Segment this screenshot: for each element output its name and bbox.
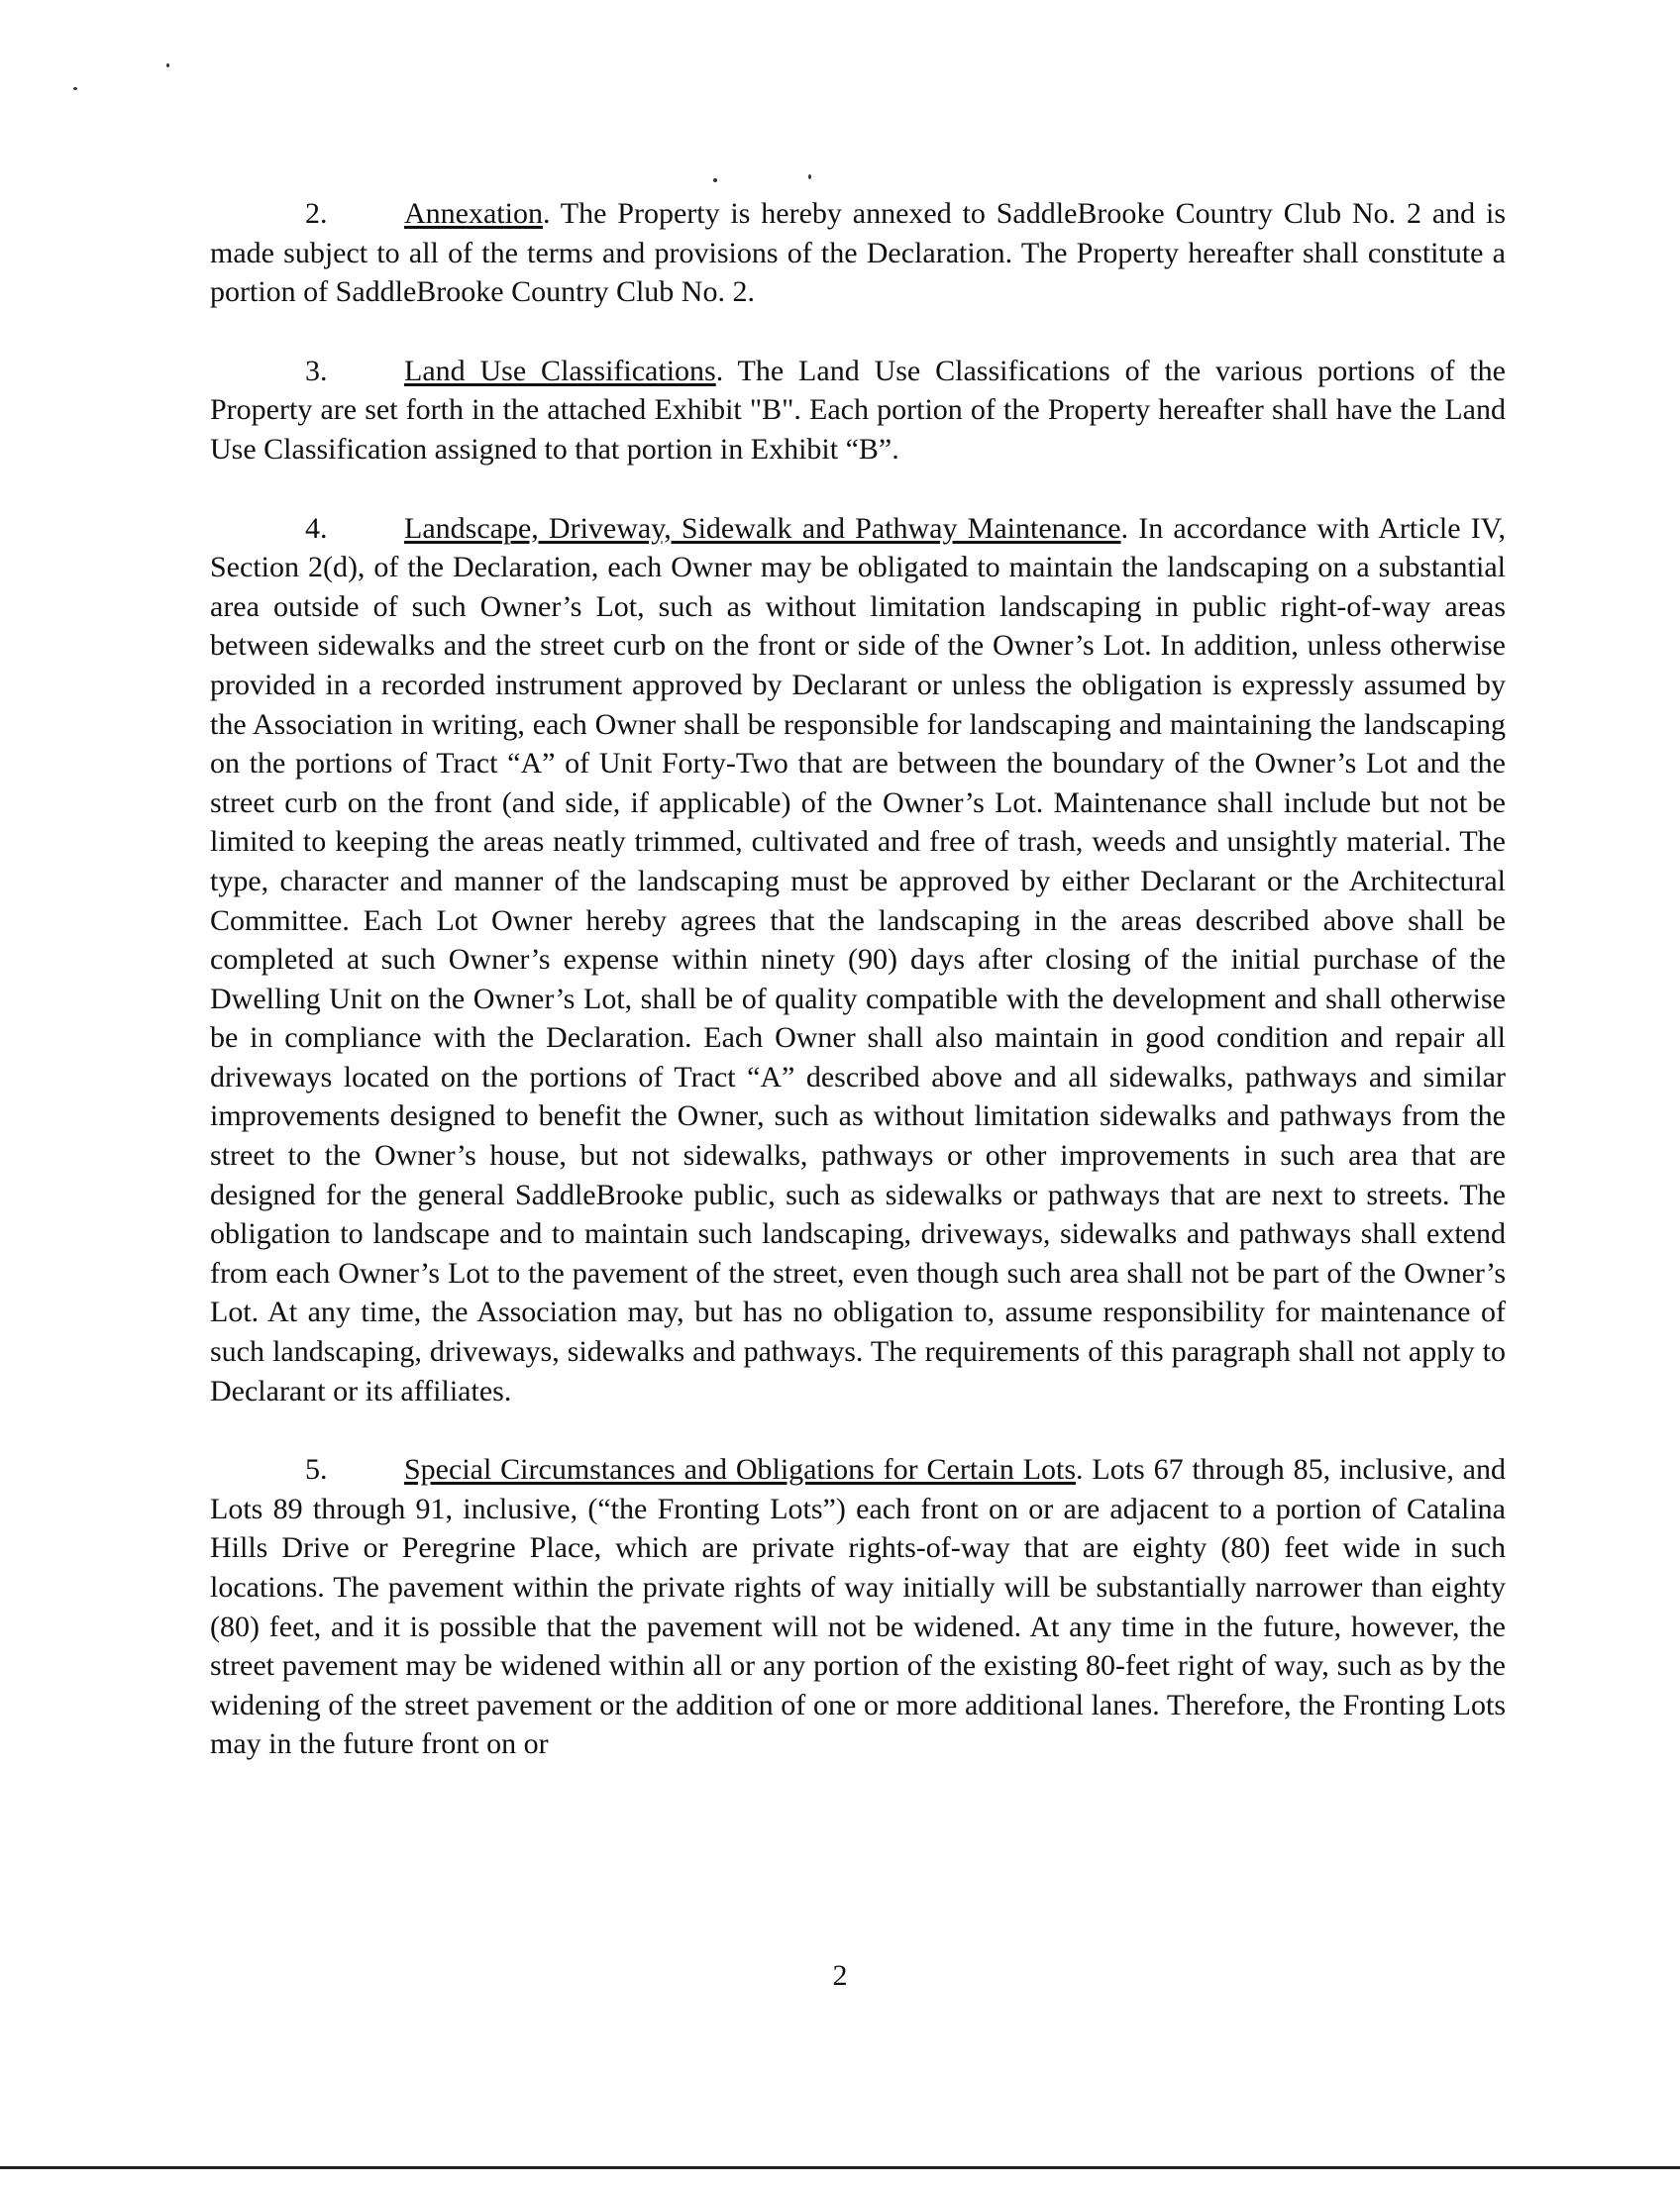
paragraph-heading: Landscape, Driveway, Sidewalk and Pathway Maintenance <box>404 511 1121 545</box>
paragraph-heading: Special Circumstances and Obligations for Certain Lots <box>404 1453 1077 1487</box>
scan-speck <box>166 63 169 67</box>
scan-speck <box>73 87 77 90</box>
paragraph-text: . The Property is hereby annexed to SaddleBrooke Country Club No. 2 and is made subject to all of the terms and provisions of the Declaration. The Property hereafter shall constitute a portion of SaddleBrooke Country Club No. 2. <box>210 197 1506 309</box>
scan-speck <box>713 178 717 182</box>
paragraph-number: 3. <box>305 354 328 387</box>
paragraph-text: . The Land Use Classifications of the various portions of the Property are set forth in the attached Exhibit "B". Each portion of the Property hereafter shall have the Land Use Classification assigned to that portion in Exhibit “B”. <box>210 354 1506 466</box>
paragraph-number: 2. <box>305 197 328 230</box>
paragraph-land-use <box>210 352 1506 469</box>
paragraph-heading: Annexation <box>404 197 543 230</box>
paragraph-maintenance <box>210 509 1506 1411</box>
paragraph-number: 5. <box>305 1453 328 1487</box>
paragraph-text: . Lots 67 through 85, inclusive, and Lots 89 through 91, inclusive, (“the Fronting Lots”) each front on or are adjacent to a portion of Catalina Hills Drive or Peregrine Place, which are private rights-of-way that are eighty (80) feet wide in such locations. The pavement within the private rights of way initially will be substantially narrower than eighty (80) feet, and it is possible that the pavement will not be widened. At any time in the future, however, the street pavement may be widened within all or any portion of the existing 80-feet right of way, such as by the widening of the street pavement or the addition of one or more additional lanes. Therefore, the Fronting Lots may in the future front on or <box>210 1453 1506 1761</box>
document-body <box>210 194 1506 1804</box>
paragraph-text: . In accordance with Article IV, Section 2(d), of the Declaration, each Owner may be obligated to maintain the landscaping on a substantial area outside of such Owner’s Lot, such as without limitation landscaping in public right-of-way areas between sidewalks and the street curb on the front or side of the Owner’s Lot. In addition, unless otherwise provided in a recorded instrument approved by Declarant or unless the obligation is expressly assumed by the Association in writing, each Owner shall be responsible for landscaping and maintaining the landscaping on the portions of Tract “A” of Unit Forty-Two that are between the boundary of the Owner’s Lot and the street curb on the front (and side, if applicable) of the Owner’s Lot. Maintenance shall include but not be limited to keeping the areas neatly trimmed, cultivated and free of trash, weeds and unsightly material. The type, character and manner of the landscaping must be approved by either Declarant or the Architectural Committee. Each Lot Owner hereby agrees that the landscaping in the areas described above shall be completed at such Owner’s expense within ninety (90) days after closing of the initial purchase of the Dwelling Unit on the Owner’s Lot, shall be of quality compatible with the development and shall otherwise be in compliance with the Declaration. Each Owner shall also maintain in good condition and repair all driveways located on the portions of Tract “A” described above and all sidewalks, pathways and similar improvements designed to benefit the Owner, such as without limitation sidewalks and pathways from the street to the Owner’s house, but not sidewalks, pathways or other improvements in such area that are designed for the general SaddleBrooke public, such as sidewalks or pathways that are next to streets. The obligation to landscape and to maintain such landscaping, driveways, sidewalks and pathways shall extend from each Owner’s Lot to the pavement of the street, even though such area shall not be part of the Owner’s Lot. At any time, the Association may, but has no obligation to, assume responsibility for maintenance of such landscaping, driveways, sidewalks and pathways. The requirements of this paragraph shall not apply to Declarant or its affiliates. <box>210 511 1506 1407</box>
paragraph-heading: Land Use Classifications <box>404 354 716 387</box>
paragraph-special-circumstances <box>210 1450 1506 1764</box>
page-bottom-rule <box>0 2166 1680 2169</box>
paragraph-annexation <box>210 194 1506 312</box>
page-number: 2 <box>832 1959 848 1992</box>
paragraph-number: 4. <box>305 511 328 545</box>
scan-speck <box>808 174 811 179</box>
